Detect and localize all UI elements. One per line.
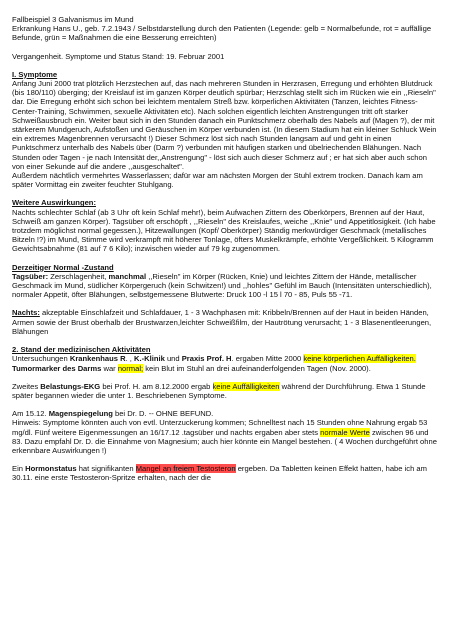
medical-activities-heading: 2. Stand der medizinischen Aktivitäten [12,345,151,355]
daytime-label: Tagsüber: [12,271,49,281]
ekg-text-c: während der Durchführung. Etwa 1 Stunde später begannen wieder die unter 1. Beschriebenen Symptome. [12,381,426,400]
symptoms-text-2: Außerdem nächtlich vermehrtes Wasserlassen; dafür war am nächsten Morgen der Stuhl extrem trocken. Danach kam am später Vormittag ein zweiter feuchter Stuhlgang. [12,171,423,190]
gastroscopy-paragraph [12,409,440,418]
hormone-label: Hormonstatus [25,464,77,474]
effects-heading: Weitere Auswirkungen: [12,198,96,208]
ekg-paragraph [12,382,440,400]
tumor-text-a: war [101,363,118,373]
hormone-paragraph [12,464,440,482]
finding-normal-highlight: keine körperlichen Auffälligkeiten. [303,354,416,364]
symptoms-text: Anfang Juni 2000 trat plötzlich Herzstechen auf, das nach mehreren Stunden in Herzrasen, Erregung und erhöhten Blutdruck (bis 180/110) überging; der Kreislauf ist im ganzen Körper deutlich spürbar; Herzschlag stellt sich im Rücken wie ein ,,Rieseln" dar. Die Erregung erhöht sich schon bei leichtem mentalem Streß bzw. körperlichen Aktivitäten (Tanzen, leichtes Fitness-Center-Training, Schwimmen, sexuelle Aktivitäten etc). Nach solchen eigentlich leichten Anstrengungen tritt oft starker Schweißausbruch ein. Weiter baut sich in den Stunden danach ein Punktschmerz oberhalb des Nabels auf (Magen ?), der mit stärkerem Mundgeruch, Aufstoßen und Geräuschen im Körper verbunden ist. (In diesem Stadium hat ein kleiner Schluck Wein ein extremes Magenbrennen verursacht !) Dieser Schmerz löst sich nach Stunden langsam auf und geht in einen Punktschmerz unterhalb des Nabels über (Darm ?) verbunden mit häufigen starken und übelriechenden Blähungen. Nach Stunden oder Tagen - je nach Intensität der,,Anstrengung" - löst sich auch dieser Schmerz auf ; er hat sich aber auch schon von einer Sekunde auf die andere ,,ausgeschaltet". [12,79,437,171]
status-date-line: Vergangenheit. Symptome und Status Stand: 19. Februar 2001 [12,51,225,61]
night-text: akzeptable Einschlafzeit und Schlafdauer, 1 - 3 Wachphasen mit: Kribbeln/Brennen auf der Haut in beiden Händen, Armen sowie der Brust oberhalb der Brustwarzen,leichter Schweißfilm, der Hautrötung verursacht; 1 - 3 Blasenentleerungen, Blähungen [12,308,432,336]
gastroscopy-text-b: bei Dr. D. -- OHNE BEFUND. [112,409,214,419]
ekg-text-b: bei Prof. H. am 8.12.2000 ergab [100,381,213,391]
ekg-normal-highlight: keine Auffälligkeiten [212,381,280,391]
exams-text-c: und [164,354,182,364]
night-label: Nachts: [12,308,40,318]
daytime-text-b: ,,Rieseln" im Körper (Rücken, Knie) und leichtes Zittern der Hände, metallischer Geschmack im Mund, südlicher Körpergeruch (kein Schwitzen!) und ,,hohles" Gefühl im Bauch (Intensitäten unterschiedlich), normaler Appetit, öfter Blähungen, selbstgemessene Blutwerte: Druck 100 -l 15 l 70 - 85, Puls 55 -71. [12,271,432,300]
exams-text-b: . , [125,354,135,364]
effects-text: Nachts schlechter Schlaf (ab 3 Uhr oft kein Schlaf mehr!), beim Aufwachen Zittern des Oberkörpers, Brennen auf der Haut, Schweiß am ganzen Körper). Tagsüber oft erschöpft , ,,Rieseln" des Kreislaufes, weiche ,,Knie" und Appetitlosigkeit. (Ich habe trotzdem möglichst normal gegessen.), Hitzewallungen (Kopf/ Oberkörper) Ständig merkwürdiger Geschmack (metallisches Bitzeln !?) im Mund, Stimme wird verkrampft mit höherer Tonlage, öfters Muskelkrämpfe, erhöhte Vergeßlichkeit. 5 Kilogramm Gewichtsabnahme (81 auf 7 6 Kilo); inzwischen wieder auf 79 kg zugenommen. [12,207,436,254]
tumor-paragraph [12,364,440,373]
ekg-text-a: Zweites [12,381,41,391]
tumor-normal-highlight: normal; [117,363,144,373]
current-state-heading: Derzeitiger Normal -Zustand [12,262,114,272]
hint-paragraph [12,418,440,455]
exams-paragraph [12,354,440,363]
daytime-text-a: Zerschlagenheit, [48,271,109,281]
hospital-r: Krankenhaus R [69,354,126,364]
k-klinik: K.-Klinik [134,354,165,364]
hint-text-b: zwischen 96 und 83. Dazu empfahl Dr. D. die Einnahme von Magnesium; auch hier könnte ein Mangel bestehen. ( 4 Wochen durchgeführt ohne erkennbare Auswirkungen !) [12,427,437,455]
hint-normal-highlight: normale Werte [320,427,370,437]
hint-text-a: Hinweis: Symptome könnten auch von evtl. Unterzuckerung kommen; Schnelltest nach 15 Stunden ohne Nahrung ergab 53 mg/dl. Fünf weitere Eigenmessungen an 16/17.12 .tagsüber und nachts ergaben aber stets [12,418,428,437]
case-subtitle: Erkrankung Hans U., geb. 7.2.1943 / Selbstdarstellung durch den Patienten (Legende: gelb = Normalbefunde, rot = auffällige Befunde, grün = Maßnahmen die eine Besserung erreichten) [12,24,432,43]
exams-text-d: . ergaben Mitte 2000 [231,354,304,364]
case-title: Fallbeispiel 3 Galvanismus im Mund [12,15,134,24]
hormone-text-a: Ein [12,464,26,474]
praxis-prof-h: Praxis Prof. H [181,354,232,364]
testosterone-deficit-highlight: Mangel an freiem Testosteron [135,464,236,474]
gastroscopy-text-a: Am 15.12. [12,409,49,419]
gastroscopy-label: Magenspiegelung [48,409,113,419]
night-paragraph [12,308,440,336]
daytime-paragraph [12,272,440,300]
hormone-text-b: hat signifikanten [76,464,136,474]
tumor-marker-label: Tumormarker des Darms [12,363,102,373]
symptoms-heading: I. Symptome [12,69,58,79]
ekg-label: Belastungs-EKG [40,381,101,391]
tumor-text-b: kein Blut im Stuhl an drei aufeinanderfolgenden Tagen (Nov. 2000). [143,363,371,373]
daytime-sometimes: manchmal [108,271,147,281]
exams-text-a: Untersuchungen [12,354,70,364]
hormone-text-c: ergeben. Da Tabletten keinen Effekt hatten, habe ich am 30.11. eine erste Testosteron-Spritze erhalten, nach der die [12,464,427,483]
